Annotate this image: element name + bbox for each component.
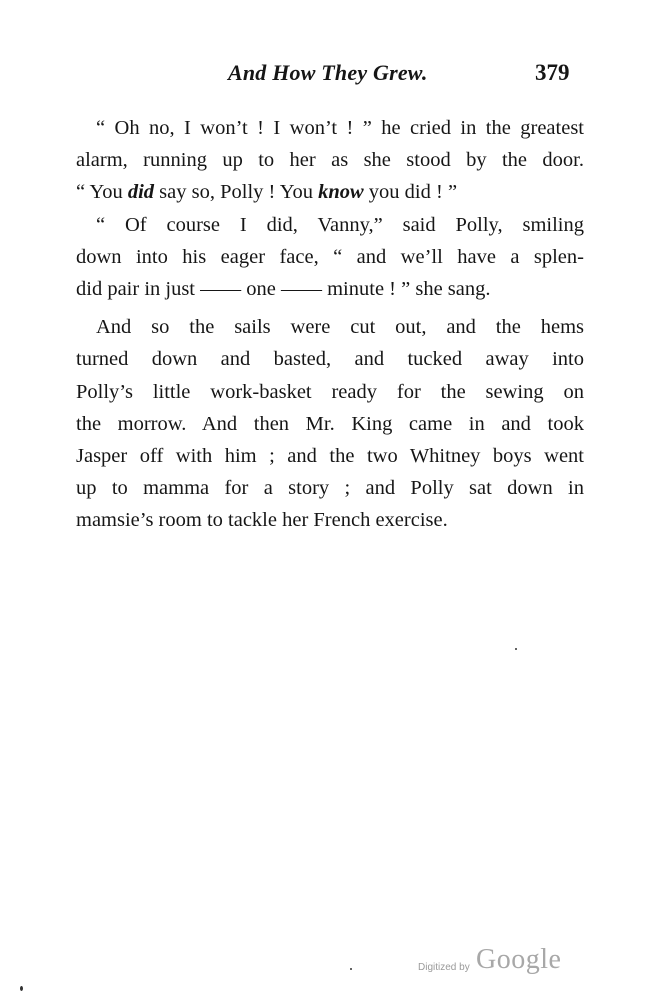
text-run: Polly’s little work-basket ready for the sewing on bbox=[76, 380, 584, 403]
paragraph bbox=[76, 311, 584, 536]
text-line bbox=[76, 176, 584, 208]
body-text bbox=[76, 112, 584, 536]
text-line bbox=[76, 273, 584, 305]
text-line bbox=[76, 376, 584, 408]
scan-speck bbox=[350, 968, 352, 970]
text-run: did pair in just —— one —— minute ! ” she sang. bbox=[76, 277, 491, 300]
scan-speck bbox=[20, 986, 23, 991]
text-line bbox=[76, 343, 584, 375]
text-run: alarm, running up to her as she stood by the door. bbox=[76, 149, 584, 172]
paragraph bbox=[76, 112, 584, 209]
text-line bbox=[76, 408, 584, 440]
text-line bbox=[76, 440, 584, 472]
digitization-watermark bbox=[0, 942, 667, 982]
text-run: you did ! ” bbox=[363, 181, 458, 204]
text-run: “ You bbox=[76, 181, 128, 204]
text-run: mamsie’s room to tackle her French exercise. bbox=[76, 509, 448, 532]
google-logo: Google bbox=[476, 944, 562, 975]
text-run: the morrow. And then Mr. King came in and took bbox=[76, 412, 584, 435]
scan-speck bbox=[515, 648, 517, 650]
text-line bbox=[76, 472, 584, 504]
text-run: “ Of course I did, Vanny,” said Polly, smiling bbox=[96, 213, 584, 236]
text-line bbox=[76, 209, 584, 241]
text-run: And so the sails were cut out, and the hems bbox=[96, 316, 584, 339]
text-run: “ Oh no, I won’t ! I won’t ! ” he cried in the greatest bbox=[96, 117, 584, 139]
emphasis-text: know bbox=[318, 181, 364, 204]
text-run: Jasper off with him ; and the two Whitney boys went bbox=[76, 444, 584, 467]
text-run: turned down and basted, and tucked away into bbox=[76, 348, 584, 371]
text-run: up to mamma for a story ; and Polly sat down in bbox=[76, 477, 584, 500]
text-run: say so, Polly ! You bbox=[154, 181, 319, 204]
running-head bbox=[0, 60, 667, 92]
text-line bbox=[76, 311, 584, 343]
emphasis-text: did bbox=[127, 181, 155, 204]
running-title: And How They Grew. bbox=[228, 60, 428, 85]
text-line bbox=[76, 241, 584, 273]
text-line bbox=[76, 504, 584, 536]
text-line bbox=[76, 144, 584, 176]
text-line bbox=[76, 112, 584, 144]
text-run: down into his eager face, “ and we’ll have a splen- bbox=[76, 245, 584, 268]
digitized-by-label: Digitized by bbox=[418, 962, 470, 973]
paragraph bbox=[76, 209, 584, 306]
page-number: 379 bbox=[535, 60, 570, 85]
